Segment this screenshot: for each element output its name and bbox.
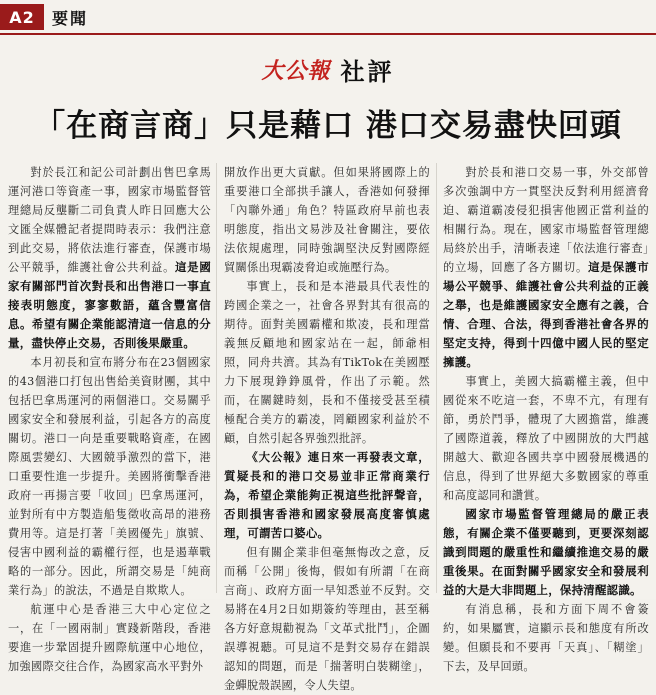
paragraph <box>443 505 649 600</box>
article-column-3 <box>443 163 649 673</box>
paragraph <box>224 448 430 543</box>
paragraph <box>8 353 211 600</box>
paragraph-text: 航運中心是香港三大中心定位之一，在「一國兩制」實踐新階段，香港要進一步鞏固提升國際航運中心地位，加強國際交往合作，為國家高水平對外 <box>8 603 211 673</box>
column-name: 社評 <box>340 58 395 86</box>
article-headline: 「在商言商」只是藉口 港口交易盡快回頭 <box>34 108 622 144</box>
paragraph <box>443 163 649 372</box>
paragraph-emphasis: 國家市場監督管理總局的嚴正表態，有關企業不僅要聽到，更要深刻認識到問題的嚴重性和繼續推進交易的嚴重後果。在面對關乎國家安全和發展利益的大是大非問題上，保持清醒認識。 <box>443 507 649 597</box>
paragraph-emphasis: 這是保護市場公平競爭、維護社會公共利益的正義之舉，也是維護國家安全應有之義，合情、合理、合法，得到香港社會各界的堅定支持，得到十四億中國人民的堅定擁護。 <box>443 260 649 369</box>
paragraph-text: 本月初長和宣布將分布在23個國家的43個港口打包出售給美資財團，其中包括巴拿馬運河的兩個港口。交易關乎國家安全和發展利益，引起各方的高度關切。港口一向是重要戰略資產，在國際風雲變幻、大國競爭激烈的當下，港口重要性進一步提升。美國將衝擊香港政府一再揚言要「收回」巴拿馬運河，並對所有中方製造船隻徵收高昂的港務費用等。這是打著「美國優先」旗號、侵害中國利益的霸權行徑，也是遏華戰略的一部分。因此，所謂交易是「純商業行為」的說法，不過是自欺欺人。 <box>8 356 211 597</box>
editorial-masthead <box>0 52 656 87</box>
paragraph <box>8 600 211 676</box>
paragraph-text: 開放作出更大貢獻。但如果將國際上的重要港口全部拱手讓人，香港如何發揮「內聯外通」角色？特區政府早前也表明態度，指出文易涉及社會關注，要依法依規處理，同時強調堅決反對國際經貿關係出現霸凌脅迫或施壓行為。 <box>224 166 430 274</box>
paragraph <box>224 163 430 277</box>
page-code-badge: A2 <box>0 4 44 30</box>
article-column-2 <box>224 163 430 692</box>
paragraph <box>224 543 430 695</box>
paragraph <box>8 163 211 353</box>
paragraph-text: 事實上，長和是本港最具代表性的跨國企業之一，社會各界對其有很高的期待。面對美國霸權和欺凌，長和理當義無反顧地和國家站在一起，師爺相照，同舟共濟。其為有TikTok在美國壓力下展現錚錚風骨，作出了示範。然而，在關鍵時刻，長和不僅接受甚至積極配合美方的霸凌，罔顧國家利益於不顧，自然引起各界強烈批評。 <box>224 280 430 445</box>
paragraph <box>224 277 430 448</box>
paragraph-text: 有消息稱，長和方面下周不會簽約，如果屬實，這顯示長和態度有所改變。但願長和不要再「天真」、「糊塗」下去，及早回頭。 <box>443 603 649 673</box>
paragraph <box>443 600 649 676</box>
brand-logo: 大公報 <box>261 59 331 84</box>
paragraph-emphasis: 《大公報》連日來一再發表文章，質疑長和的港口交易並非正常商業行為，希望企業能夠正視這些批評聲音，否則損害香港和國家發展高度審慎處理，可謂苦口婆心。 <box>224 450 430 540</box>
column-divider <box>436 163 437 593</box>
column-divider <box>216 163 217 593</box>
paragraph-emphasis: 這是國家有關部門首次對長和出售港口一事直接表明態度，寥寥數語，蘊含豐富信息。希望有關企業能認清這一信息的分量，盡快停止交易，否則後果嚴重。 <box>8 260 212 350</box>
header-rule <box>0 33 656 35</box>
paragraph-text: 事實上，美國大搞霸權主義，但中國從來不吃這一套，不卑不亢，有理有節，勇於鬥爭，體現了大國擔當，維護了國際道義，釋放了中國開放的大門越開越大、歡迎各國共享中國發展機遇的信息，得到了世界絕大多數國家的尊重和高度認同和讚賞。 <box>443 375 649 502</box>
paragraph-text: 但有關企業非但毫無悔改之意，反而稱「公開」後悔，假如有所謂「在商言商」、政府方面一早知悉並不反對。交易將在4月2日如期簽約等理由，甚至稱各方好意規勸視為「文革式批鬥」，企圖誤導視聽。可見這不是對交易存在錯誤認知的問題，而是「揣著明白裝糊塗」，金蟬脫殼誤國，令人失望。 <box>224 546 430 692</box>
article-column-1 <box>8 163 212 673</box>
paragraph <box>443 372 649 505</box>
page-header <box>0 4 88 30</box>
section-name: 要聞 <box>52 8 89 28</box>
paragraph-text: 對於長和港口交易一事，外交部曾多次強調中方一貫堅決反對利用經濟脅迫、霸道霸凌侵犯損害他國正當利益的相關行為。現在，國家市場監督管理總局終於出手，清晰表達「依法進行審查」的立場，回應了各方關切。 <box>443 166 649 274</box>
paragraph-text: 對於長江和記公司計劃出售巴拿馬運河港口等資產一事，國家市場監督管理總局反壟斷二司負責人昨日回應大公文匯全媒體記者提問時表示：我們注意到此交易，將依法進行審查，保護市場公平競爭，維護社會公共利益。 <box>8 166 211 274</box>
